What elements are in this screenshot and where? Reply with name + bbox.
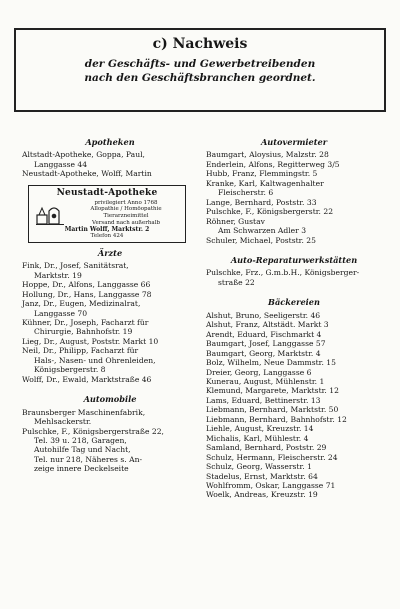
advertisement-box xyxy=(28,185,186,243)
directory-entry-line: Janz, Dr., Eugen, Medizinalrat, xyxy=(22,299,141,309)
section-heading-werkstaetten: Auto-Reparaturwerkstätten xyxy=(230,254,358,265)
directory-entry-line: Mehlsackerstr. xyxy=(34,417,92,427)
directory-entry-line: Tel. nur 218, Näheres s. An- xyxy=(34,454,143,464)
directory-entry-line: Hollung, Dr., Hans, Langgasse 78 xyxy=(22,289,152,299)
directory-entry-line: Autohilfe Tag und Nacht, xyxy=(34,445,131,455)
directory-entry-line: Wolff, Dr., Ewald, Marktstraße 46 xyxy=(22,374,152,384)
directory-entry-line: Pulschke, F., Königsbergerstr. 22 xyxy=(206,207,334,217)
directory-entry-line: Röhner, Gustav xyxy=(206,216,265,226)
directory-entry-line: Altstadt-Apotheke, Goppa, Paul, xyxy=(22,150,145,160)
directory-entry-line: Fleischerstr. 6 xyxy=(218,188,274,198)
directory-entry-line: Langgasse 70 xyxy=(34,308,88,318)
directory-entry-line: Liebmann, Bernhard, Bahnhofstr. 12 xyxy=(206,414,347,424)
ad-pharmacy-name: Neustadt-Apotheke xyxy=(56,187,158,198)
directory-entry-line: Kühner, Dr., Joseph, Facharzt für xyxy=(22,317,149,327)
aerzte-list xyxy=(22,261,198,384)
directory-entry-line: Pulschke, Frz., G.m.b.H., Königsberger- xyxy=(206,268,360,278)
directory-entry-line: Hoppe, Dr., Alfons, Langgasse 66 xyxy=(22,280,151,290)
directory-entry-line: Neustadt-Apotheke, Wolff, Martin xyxy=(22,169,152,179)
directory-entry-line: Hals-, Nasen- und Ohrenleiden, xyxy=(34,355,156,365)
directory-entry-line: Am Schwarzen Adler 3 xyxy=(218,226,307,236)
autovermieter-list xyxy=(206,150,382,245)
ad-line: Versand nach außerhalb xyxy=(92,219,160,226)
directory-entry-line: Lams, Eduard, Bettinerstr. 13 xyxy=(206,395,321,405)
directory-entry-line: Tel. 39 u. 218, Garagen, xyxy=(34,435,127,445)
left-column xyxy=(22,136,198,474)
directory-entry-line: Lange, Bernhard, Poststr. 33 xyxy=(206,197,317,207)
page-title: c) Nachweis xyxy=(152,36,248,52)
directory-entry-line: Kranke, Karl, Kaltwagenhalter xyxy=(206,178,324,188)
werkstaetten-list xyxy=(206,268,382,287)
directory-entry-line: Pulschke, F., Königsbergerstraße 22, xyxy=(22,426,164,436)
apotheken-list xyxy=(22,150,198,178)
page-subtitle-line-1: der Geschäfts- und Gewerbetreibenden xyxy=(84,58,316,70)
directory-entry-line: Woelk, Andreas, Kreuzstr. 19 xyxy=(206,490,318,500)
page-header-box xyxy=(14,28,386,112)
directory-entry-line: Samland, Bernhard, Poststr. 29 xyxy=(206,443,327,453)
directory-entry-line: Dreier, Georg, Langgasse 6 xyxy=(206,367,312,377)
ad-footer xyxy=(33,227,181,240)
directory-entry-line: Braunsberger Maschinenfabrik, xyxy=(22,407,146,417)
pharmacy-vignette-icon xyxy=(35,203,65,225)
section-heading-automobile: Automobile xyxy=(83,394,137,405)
directory-entry-line: Arendt, Eduard, Fischmarkt 4 xyxy=(206,329,322,339)
directory-entry-line: Baumgart, Josef, Langgasse 57 xyxy=(206,339,326,349)
directory-entry-line: Neil, Dr., Philipp, Facharzt für xyxy=(22,346,139,356)
directory-entry-line: Schulz, Georg, Wasserstr. 1 xyxy=(206,462,312,472)
directory-entry-line: Klemund, Margarete, Marktstr. 12 xyxy=(206,386,339,396)
section-heading-aerzte: Ärzte xyxy=(97,247,123,258)
directory-entry-line: zeige innere Deckelseite xyxy=(34,464,129,474)
ad-phone: Telefon 424 xyxy=(90,233,124,240)
page-subtitle-line-2: nach den Geschäftsbranchen geordnet. xyxy=(84,72,316,84)
ad-description xyxy=(71,200,181,226)
ad-owner: Martin Wolff, Marktstr. 2 xyxy=(64,225,150,233)
ad-line: Allopathie / Homöopathie xyxy=(90,206,162,213)
directory-entry-line: Bolz, Wilhelm, Neue Dammstr. 15 xyxy=(206,358,336,368)
directory-entry-line: Alshut, Franz, Altstädt. Markt 3 xyxy=(206,320,329,330)
directory-entry-line: Baumgart, Aloysius, Malzstr. 28 xyxy=(206,150,329,160)
directory-entry-line: Michalis, Karl, Mühlestr. 4 xyxy=(206,433,309,443)
section-heading-baeckereien: Bäckereien xyxy=(268,297,320,308)
directory-entry-line: Baumgart, Georg, Marktstr. 4 xyxy=(206,348,321,358)
directory-entry-line: Stadelus, Ernst, Marktstr. 64 xyxy=(206,471,318,481)
directory-entry-line: Marktstr. 19 xyxy=(34,270,82,280)
directory-entry-line: Fink, Dr., Josef, Sanitätsrat, xyxy=(22,261,129,271)
directory-entry-line: Enderlein, Alfons, Regitterweg 3/5 xyxy=(206,159,340,169)
directory-entry-line: Schuler, Michael, Poststr. 25 xyxy=(206,235,316,245)
ad-line: Tierarzneimittel xyxy=(103,213,149,219)
directory-entry-line: Kunerau, August, Mühlenstr. 1 xyxy=(206,376,325,386)
directory-entry-line: straße 22 xyxy=(218,277,255,287)
directory-entry-line: Chirurgie, Bahnhofstr. 19 xyxy=(34,327,133,337)
directory-entry-line: Hubb, Franz, Flemmingstr. 5 xyxy=(206,169,318,179)
directory-entry-line: Langgasse 44 xyxy=(34,159,88,169)
directory-entry-line: Wohlfromm, Oskar, Langgasse 71 xyxy=(206,480,336,490)
section-heading-apotheken: Apotheken xyxy=(85,137,135,147)
right-column xyxy=(206,136,382,500)
directory-entry-line: Alshut, Bruno, Seeligerstr. 46 xyxy=(206,310,321,320)
baeckereien-list xyxy=(206,311,382,500)
section-heading-autovermieter: Autovermieter xyxy=(260,137,328,147)
automobile-list xyxy=(22,408,198,474)
directory-entry-line: Liebmann, Bernhard, Marktstr. 50 xyxy=(206,405,339,415)
ad-line: privilegiert Anno 1768 xyxy=(94,199,158,206)
directory-entry-line: Liehle, August, Kreuzstr. 14 xyxy=(206,424,314,434)
directory-entry-line: Lieg, Dr., August, Poststr. Markt 10 xyxy=(22,336,159,346)
directory-entry-line: Schulz, Hermann, Fleischerstr. 24 xyxy=(206,452,338,462)
directory-entry-line: Königsbergerstr. 8 xyxy=(34,365,106,375)
